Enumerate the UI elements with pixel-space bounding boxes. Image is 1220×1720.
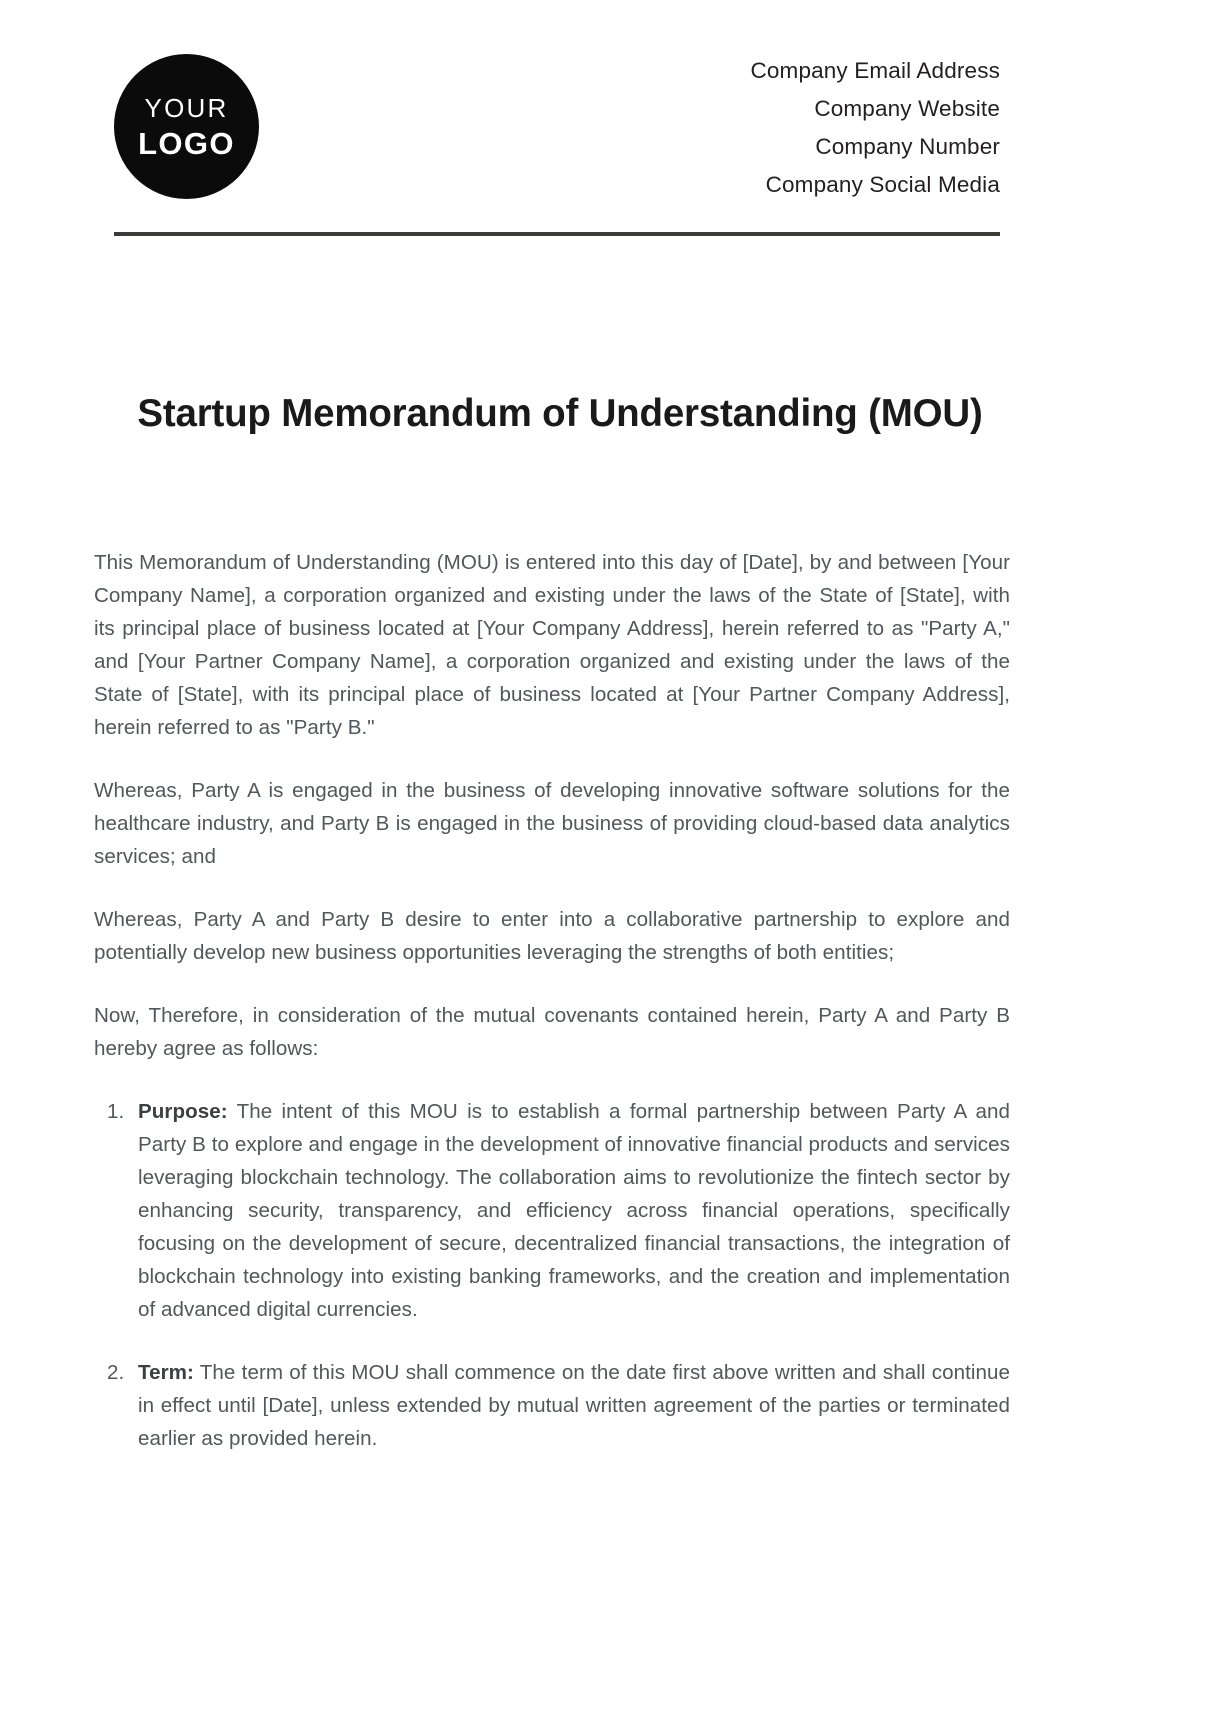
clause-title-term: Term:: [138, 1361, 194, 1384]
contact-social-media-placeholder: Company Social Media: [765, 172, 1000, 197]
header-divider: [114, 232, 1000, 236]
clause-text-term: The term of this MOU shall commence on the date first above written and shall continue in effect until [Date], unless extended by mutual written agreement of the parties or terminated earlier as provided herein.: [138, 1361, 1010, 1450]
paragraph-whereas-business: Whereas, Party A is engaged in the business of developing innovative software solutions for the healthcare industry, and Party B is engaged in the business of providing cloud-based data analytics services; and: [94, 779, 1010, 868]
document-body: [94, 546, 1010, 1485]
company-logo: [114, 54, 259, 199]
paragraph-parties: This Memorandum of Understanding (MOU) is entered into this day of [Date], by and between [Your Company Name], a corporation organized and existing under the laws of the State of [State], with its principal place of business located at [Your Company Address], herein referred to as "Party A," and [Your Partner Company Name], a corporation organized and existing under the laws of the State of [State], with its principal place of business located at [Your Partner Company Address], herein referred to as "Party B.": [94, 551, 1010, 739]
logo-text-bottom: LOGO: [138, 125, 235, 161]
paragraph-whereas-partnership: Whereas, Party A and Party B desire to enter into a collaborative partnership to explore and potentially develop new business opportunities leveraging the strengths of both entities;: [94, 908, 1010, 964]
clause-item-purpose: [130, 1095, 1010, 1326]
clause-title-purpose: Purpose:: [138, 1100, 228, 1123]
company-contact-block: [750, 44, 1000, 204]
contact-number-placeholder: Company Number: [815, 134, 1000, 159]
paragraph-now-therefore: Now, Therefore, in consideration of the mutual covenants contained herein, Party A and Party B hereby agree as follows:: [94, 1004, 1010, 1060]
contact-website-placeholder: Company Website: [814, 96, 1000, 121]
clause-list: [94, 1095, 1010, 1455]
clause-item-term: [130, 1356, 1010, 1455]
clause-text-purpose: The intent of this MOU is to establish a formal partnership between Party A and Party B to explore and engage in the development of innovative financial products and services leveraging blockchain technology. The collaboration aims to revolutionize the fintech sector by enhancing security, transparency, and efficiency across financial operations, specifically focusing on the development of secure, decentralized financial transactions, the integration of blockchain technology into existing banking frameworks, and the creation and implementation of advanced digital currencies.: [138, 1100, 1010, 1321]
document-header: [114, 44, 1000, 214]
page-title: Startup Memorandum of Understanding (MOU): [137, 392, 983, 435]
logo-text-top: YOUR: [144, 92, 229, 123]
contact-email-placeholder: Company Email Address: [750, 58, 1000, 83]
